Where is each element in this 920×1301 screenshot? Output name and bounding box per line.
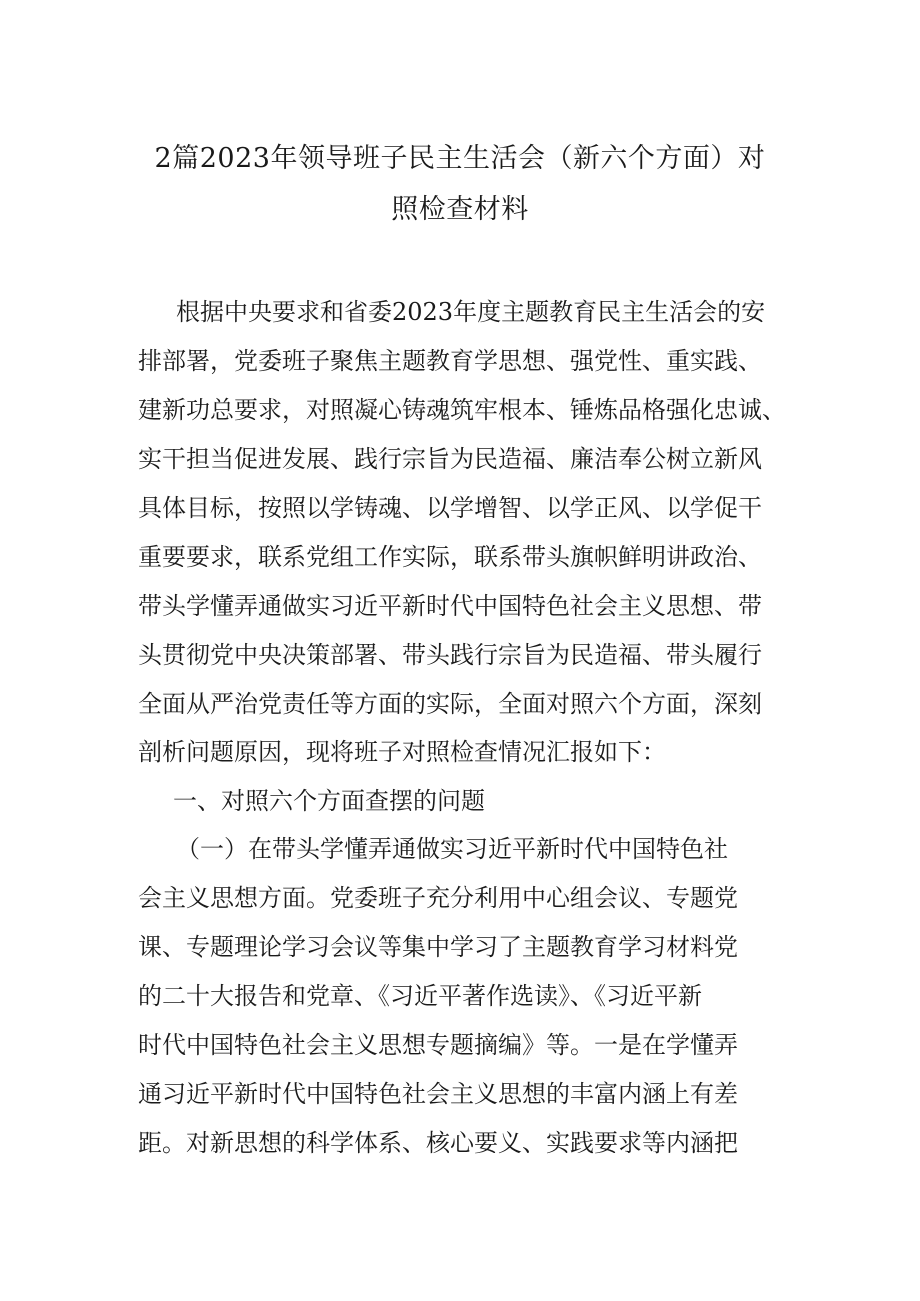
section-heading: 一、对照六个方面查摆的问题	[173, 787, 485, 815]
paragraph-line: 具体目标，按照以学铸魂、以学增智、以学正风、以学促干	[138, 494, 762, 522]
paragraph-line: 带头学懂弄通做实习近平新时代中国特色社会主义思想、带	[138, 592, 762, 620]
paragraph-line: 的二十大报告和党章、《习近平著作选读》、《习近平新	[138, 982, 702, 1010]
paragraph-line: 建新功总要求，对照凝心铸魂筑牢根本、锤炼品格强化忠诚、	[138, 396, 786, 424]
paragraph-line: 排部署，党委班子聚焦主题教育学思想、强党性、重实践、	[138, 347, 762, 375]
paragraph-line: 时代中国特色社会主义思想专题摘编》等。一是在学懂弄	[138, 1031, 738, 1059]
paragraph-line: 全面从严治党责任等方面的实际，全面对照六个方面，深刻	[138, 690, 762, 718]
paragraph-line: 距。对新思想的科学体系、核心要义、实践要求等内涵把	[138, 1129, 738, 1157]
paragraph-line: 实干担当促进发展、践行宗旨为民造福、廉洁奉公树立新风	[138, 445, 762, 473]
paragraph-line: 重要要求，联系党组工作实际，联系带头旗帜鲜明讲政治、	[138, 543, 762, 571]
subsection-heading: （一）在带头学懂弄通做实习近平新时代中国特色社	[176, 835, 728, 863]
paragraph-line: 课、专题理论学习会议等集中学习了主题教育学习材料党	[138, 933, 738, 961]
paragraph-line: 头贯彻党中央决策部署、带头践行宗旨为民造福、带头履行	[138, 641, 762, 669]
paragraph-line: 剖析问题原因，现将班子对照检查情况汇报如下：	[138, 738, 666, 766]
document-title-line-1: 2篇2023年领导班子民主生活会（新六个方面）对	[154, 143, 766, 174]
paragraph-line: 通习近平新时代中国特色社会主义思想的丰富内涵上有差	[138, 1080, 738, 1108]
document-title-line-2: 照检查材料	[391, 194, 529, 225]
paragraph-line: 会主义思想方面。党委班子充分利用中心组会议、专题党	[138, 884, 738, 912]
paragraph-line: 根据中央要求和省委2023年度主题教育民主生活会的安	[176, 298, 766, 326]
